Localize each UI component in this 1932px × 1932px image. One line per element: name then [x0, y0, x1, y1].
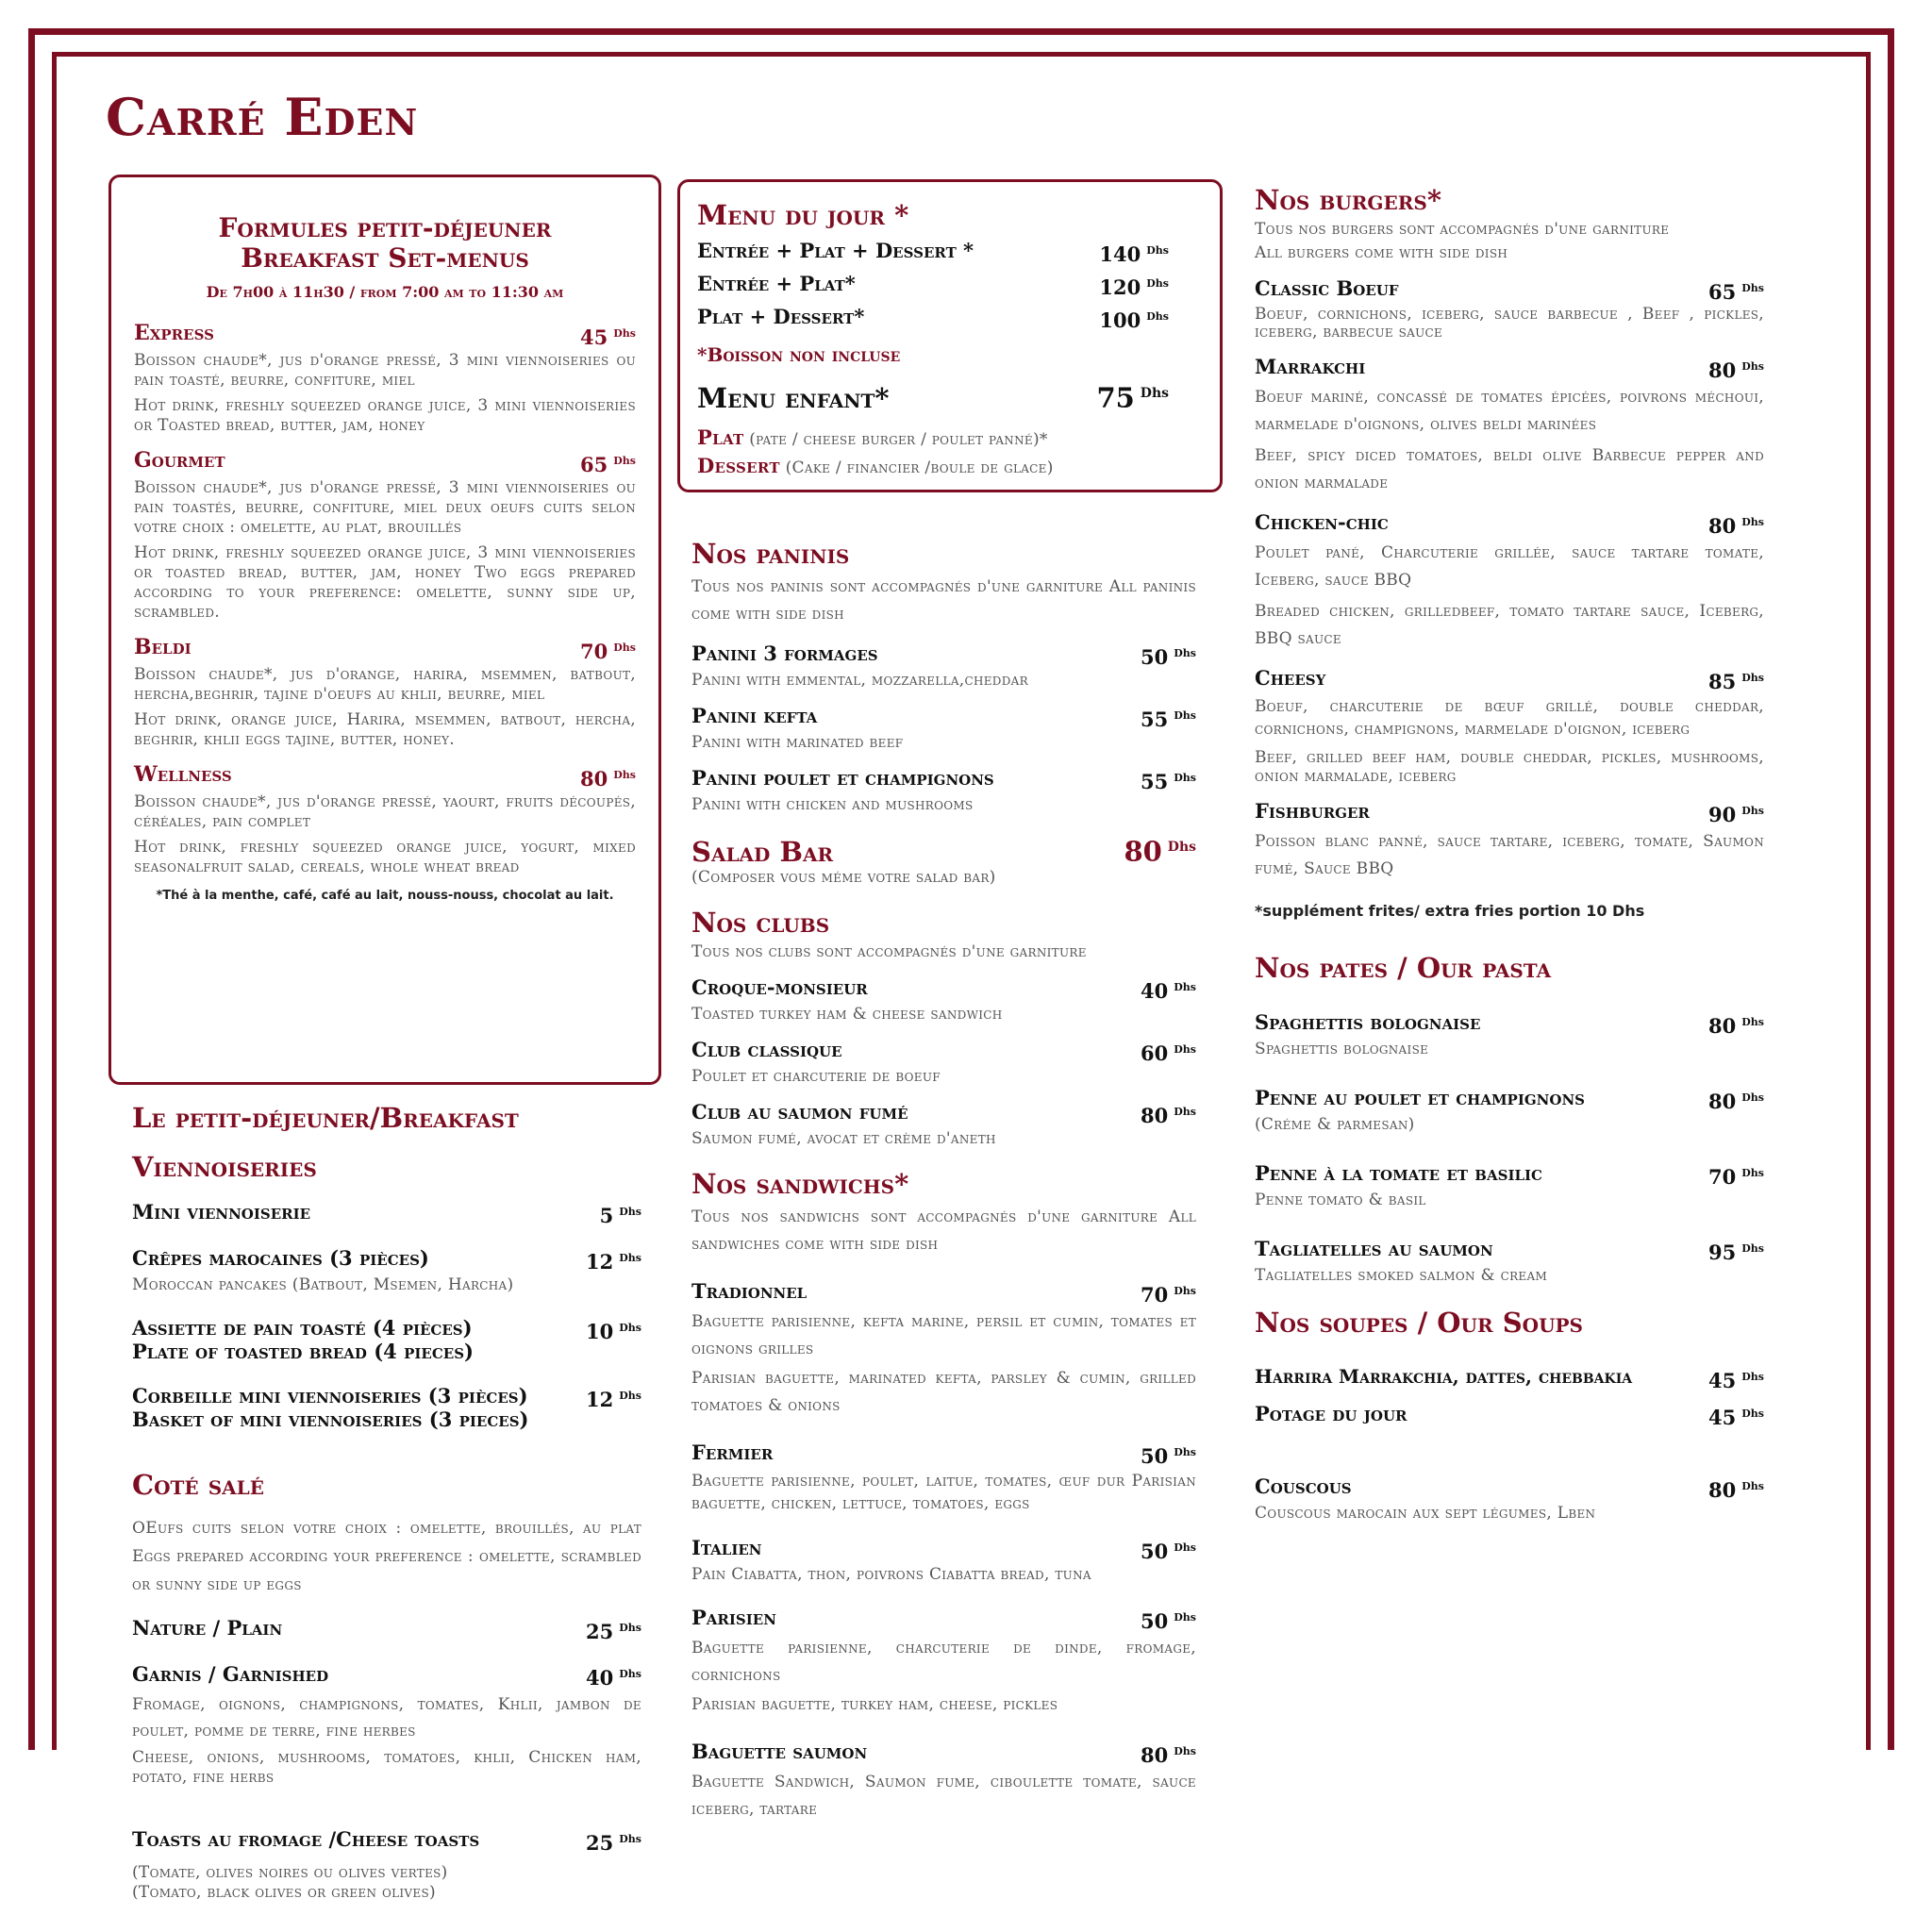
item-price: 70 $^{Dhs}$ [1141, 1283, 1196, 1307]
set-express [134, 322, 636, 436]
breakfast-column [132, 1102, 641, 1902]
menu-item [132, 1246, 641, 1295]
menu-item [691, 1038, 1196, 1087]
item-price: 55 $^{Dhs}$ [1141, 770, 1196, 793]
item-price: 65 $^{Dhs}$ [580, 453, 636, 476]
item-desc: Boeuf, cornichons, iceberg, sauce barbecue , Beef , pickles, iceberg, barbecue sauce [1255, 305, 1764, 341]
item-price: 10 $^{Dhs}$ [586, 1320, 641, 1343]
item-desc-en: Hot drink, freshly squeezed orange juice, 3 mini viennoiseries or Toasted bread, butter, jam, honey [134, 396, 636, 435]
menu-item [1255, 666, 1764, 786]
menu-item [691, 766, 1196, 815]
salad-bar-price: 80 $^{Dhs}$ [1124, 835, 1196, 868]
item-name: Penne au poulet et champignons [1255, 1086, 1585, 1109]
restaurant-title: Carré Eden [106, 87, 419, 147]
menu-item [691, 1536, 1196, 1585]
item-desc: Baguette parisienne, poulet, laitue, tomates, œuf dur Parisian baguette, chicken, lettuce, tomatoes, eggs [691, 1472, 1196, 1513]
item-desc: Penne tomato & basil [1255, 1191, 1426, 1209]
menu-item [1255, 1237, 1764, 1286]
item-name: Crêpes marocaines (3 pièces) [132, 1246, 429, 1270]
item-desc: Panini with emmental, mozzarella,cheddar [691, 671, 1028, 690]
item-desc-en: Parisian baguette, turkey ham, cheese, pickles [691, 1695, 1058, 1714]
item-name: Tradionnel [691, 1279, 808, 1303]
menu-item [691, 641, 1196, 691]
item-name: Club classique [691, 1038, 842, 1061]
item-name: Corbeille mini viennoiseries (3 pièces) Basket of mini viennoiseries (3 pieces) [132, 1384, 529, 1431]
fries-note: *supplément frites/ extra fries portion 10 Dhs [1255, 902, 1645, 920]
item-desc: Moroccan pancakes (Batbout, Msemen, Harcha) [132, 1275, 514, 1294]
item-price: 50 $^{Dhs}$ [1141, 1540, 1196, 1563]
item-price: 100 $^{Dhs}$ [1099, 308, 1169, 332]
item-desc: Poulet pané, Charcuterie grillée, sauce tartare tomate, Iceberg, sauce BBQ [1255, 543, 1764, 590]
item-name: Classic Boeuf [1255, 276, 1399, 300]
boisson-note: *Boisson non incluse [697, 343, 901, 366]
item-name: Cheesy [1255, 666, 1326, 690]
item-price: 12 $^{Dhs}$ [586, 1250, 641, 1274]
item-name: Chicken-chic [1255, 510, 1389, 534]
item-price: 80 $^{Dhs}$ [1708, 358, 1764, 382]
cote-sale-intro: OEufs cuits selon votre choix : omelette, brouillés, au plat Eggs prepared according your preference : omelette, scrambled or sunny side up eggs [132, 1519, 641, 1594]
item-price: 40 $^{Dhs}$ [1141, 979, 1196, 1003]
item-desc: Panini with marinated beef [691, 733, 904, 752]
hot-drink-note: *Thé à la menthe, café, café au lait, nouss-nouss, chocolat au lait. [156, 889, 614, 903]
item-price: 80 $^{Dhs}$ [1141, 1104, 1196, 1127]
breakfast-sets-title-fr: Formules petit-déjeuner [218, 212, 552, 243]
item-price: 70 $^{Dhs}$ [580, 640, 636, 663]
paninis-intro: Tous nos paninis sont accompagnés d'une garniture All paninis come with side dish [691, 577, 1196, 624]
item-name: Gourmet [134, 448, 225, 473]
item-price: 80 $^{Dhs}$ [1708, 1014, 1764, 1038]
breakfast-sets-box [108, 175, 661, 1085]
item-name: Entrée + Plat + Dessert * [697, 239, 974, 262]
item-name: Panini poulet et champignons [691, 766, 994, 790]
set-beldi [134, 636, 636, 750]
breakfast-sets-title-en: Breakfast Set-menus [241, 242, 529, 274]
menu-du-jour-option [697, 305, 1197, 332]
item-desc: Boeuf mariné, concassé de tomates épicées, poivrons méchoui, marmelade d'oignons, olives beldi marinées [1255, 388, 1764, 434]
item-desc: Fromage, oignons, champignons, tomates, Khlii, jambon de poulet, pomme de terre, fine herbes [132, 1695, 641, 1740]
item-name: Garnis / Garnished [132, 1662, 329, 1686]
item-desc-fr: Boisson chaude*, jus d'orange, harira, msemmen, batbout, hercha,beghrir, tajine d'oeufs au khlii, beurre, miel [134, 665, 636, 704]
menu-item [691, 1100, 1196, 1149]
item-price: 40 $^{Dhs}$ [586, 1666, 641, 1690]
pasta-title: Nos pates / Our pasta [1255, 952, 1552, 984]
item-name: Entrée + Plat* [697, 272, 856, 295]
item-name: Wellness [134, 762, 232, 787]
item-name: Panini kefta [691, 704, 818, 727]
item-desc: Poulet et charcuterie de boeuf [691, 1067, 941, 1086]
menu-item [1255, 1161, 1764, 1210]
item-desc-en: Hot drink, orange juice, Harira, msemmen, batbout, hercha, beghrir, khlii eggs tajine, butter, honey. [134, 710, 636, 749]
item-desc-en: Beef, grilled beef ham, double cheddar, pickles, mushrooms, onion marmalade, iceberg [1255, 748, 1764, 786]
item-name: Fishburger [1255, 799, 1370, 823]
breakfast-sets-list [134, 322, 636, 903]
menu-item [691, 1279, 1196, 1420]
item-price: 45 $^{Dhs}$ [580, 325, 636, 349]
burgers-column [1255, 184, 1764, 1524]
item-desc-en: Cheese, onions, mushrooms, tomatoes, khlii, Chicken ham, potato, fine herbs [132, 1748, 641, 1787]
menu-du-jour-box [677, 179, 1223, 492]
item-desc-en: Breaded chicken, grilledbeef, tomato tartare sauce, Iceberg, BBQ sauce [1255, 602, 1764, 648]
menu-item [132, 1662, 641, 1788]
item-name: Fermier [691, 1441, 774, 1464]
item-price: 80 $^{Dhs}$ [580, 767, 636, 791]
menu-item [1255, 510, 1764, 653]
item-name: Beldi [134, 635, 192, 659]
item-price: 50 $^{Dhs}$ [1141, 1609, 1196, 1633]
item-desc-fr: Boisson chaude*, jus d'orange pressé, 3 mini viennoiseries ou pain toastés, beurre, confiture, miel deux oeufs cuits selon votre choix : omelette, au plat, brouillés [134, 478, 636, 537]
item-name: Baguette saumon [691, 1740, 868, 1763]
breakfast-hours: De 7h00 à 11h30 / from 7:00 am to 11:30 am [206, 283, 564, 301]
item-name: Italien [691, 1536, 762, 1559]
item-desc-en: Beef, spicy diced tomatoes, beldi olive Barbecue pepper and onion marmalade [1255, 446, 1764, 492]
item-price: 80 $^{Dhs}$ [1141, 1743, 1196, 1767]
item-price: 50 $^{Dhs}$ [1141, 1444, 1196, 1468]
paninis-column [691, 538, 1196, 1824]
menu-enfant-title: Menu enfant* [697, 382, 890, 414]
item-name: Nature / Plain [132, 1616, 283, 1640]
menu-item [132, 1827, 641, 1902]
item-price: 95 $^{Dhs}$ [1708, 1241, 1764, 1264]
menu-item [1255, 1086, 1764, 1135]
clubs-title: Nos clubs [691, 907, 830, 939]
item-name: Potage du jour [1255, 1402, 1407, 1425]
menu-item [691, 975, 1196, 1024]
item-desc: (Tomate, olives noires ou olives vertes) [132, 1863, 448, 1882]
item-desc-en: Hot drink, freshly squeezed orange juice, yogurt, mixed seasonalfruit salad, cereals, whole wheat bread [134, 838, 636, 876]
item-price: 120 $^{Dhs}$ [1099, 275, 1169, 299]
item-desc: Toasted turkey ham & cheese sandwich [691, 1005, 1003, 1024]
item-desc: Tagliatelles smoked salmon & cream [1255, 1266, 1548, 1285]
item-name: Panini 3 formages [691, 641, 878, 665]
item-price: 5 $^{Dhs}$ [599, 1204, 641, 1227]
item-desc: Couscous marocain aux sept légumes, Lben [1255, 1504, 1596, 1523]
item-name: Express [134, 321, 214, 345]
item-price: 50 $^{Dhs}$ [1141, 645, 1196, 669]
salad-bar-desc: (Composer vous méme votre salad bar) [691, 868, 996, 887]
item-name: Club au saumon fumé [691, 1100, 908, 1124]
menu-item [1255, 355, 1764, 497]
menu-item [1255, 1010, 1764, 1059]
item-desc: Poisson blanc panné, sauce tartare, iceberg, tomate, Saumon fumé, Sauce BBQ [1255, 832, 1764, 878]
item-price: 90 $^{Dhs}$ [1708, 803, 1764, 826]
menu-du-jour-option [697, 239, 1197, 266]
item-desc: Baguette Sandwich, Saumon fume, ciboulette tomate, sauce iceberg, tartare [691, 1773, 1196, 1819]
item-price: 80 $^{Dhs}$ [1708, 514, 1764, 538]
menu-item [691, 1740, 1196, 1824]
menu-enfant-plat: Plat (pate / cheese burger / poulet panné)* [697, 425, 1048, 449]
menu-item [691, 1606, 1196, 1719]
item-desc: (Créme & parmesan) [1255, 1115, 1415, 1134]
item-name: Croque-monsieur [691, 975, 868, 999]
item-price: 12 $^{Dhs}$ [586, 1388, 641, 1411]
item-name: Tagliatelles au saumon [1255, 1237, 1493, 1260]
item-price: 65 $^{Dhs}$ [1708, 280, 1764, 304]
sandwichs-intro: Tous nos sandwichs sont accompagnés d'une garniture All sandwiches come with side dish [691, 1208, 1196, 1254]
viennoiseries-title: Viennoiseries [132, 1151, 317, 1183]
item-desc: Saumon fumé, avocat et crème d'aneth [691, 1129, 996, 1148]
burgers-intro: Tous nos burgers sont accompagnés d'une garniture [1255, 220, 1670, 239]
burgers-intro-en: All burgers come with side dish [1255, 243, 1508, 262]
item-desc-en: Parisian baguette, marinated kefta, parsley & cumin, grilled tomatoes & onions [691, 1369, 1196, 1415]
set-wellness [134, 763, 636, 877]
item-price: 80 $^{Dhs}$ [1708, 1478, 1764, 1502]
salad-bar [691, 836, 1196, 868]
item-desc: Baguette parisienne, charcuterie de dinde, fromage, cornichons [691, 1639, 1196, 1685]
paninis-title: Nos paninis [691, 538, 850, 570]
item-name: Marrakchi [1255, 355, 1366, 378]
item-price: 85 $^{Dhs}$ [1708, 670, 1764, 693]
item-desc-fr: Boisson chaude*, jus d'orange pressé, 3 mini viennoiseries ou pain toasté, beurre, confiture, miel [134, 351, 636, 390]
item-name: Mini viennoiserie [132, 1200, 311, 1224]
menu-item [1255, 1474, 1764, 1524]
menu-item [1255, 1365, 1764, 1392]
salad-bar-title: Salad Bar [691, 836, 834, 868]
menu-item [132, 1200, 641, 1227]
menu-item [1255, 276, 1764, 341]
breakfast-title: Le petit-déjeuner/Breakfast [132, 1102, 519, 1134]
item-desc: Pain Ciabatta, thon, poivrons Ciabatta bread, tuna [691, 1565, 1091, 1584]
menu-item [1255, 1402, 1764, 1429]
item-price: 55 $^{Dhs}$ [1141, 708, 1196, 731]
menu-item [132, 1384, 641, 1431]
item-name: Plat + Dessert* [697, 305, 865, 328]
item-name: Penne à la tomate et basilic [1255, 1161, 1542, 1185]
item-name: Parisien [691, 1606, 776, 1629]
soups-title: Nos soupes / Our Soups [1255, 1307, 1583, 1339]
sandwichs-title: Nos sandwichs* [691, 1168, 909, 1200]
item-price: 25 $^{Dhs}$ [586, 1620, 641, 1643]
item-price: 80 $^{Dhs}$ [1708, 1090, 1764, 1113]
menu-enfant-dessert: Dessert (Cake / financier /boule de glace) [697, 454, 1054, 477]
cote-sale-title: Coté salé [132, 1469, 264, 1501]
item-desc: Boeuf, charcuterie de bœuf grillé, double cheddar, cornichons, champignons, marmelade d'oignon, iceberg [1255, 697, 1764, 739]
item-price: 45 $^{Dhs}$ [1708, 1406, 1764, 1429]
item-price: 25 $^{Dhs}$ [586, 1831, 641, 1855]
menu-item [132, 1616, 641, 1643]
menu-item [691, 1441, 1196, 1515]
menu-item [132, 1316, 641, 1363]
item-name: Harrira Marrakchia, dattes, chebbakia [1255, 1365, 1633, 1388]
burgers-title: Nos burgers* [1255, 184, 1441, 216]
item-name: Assiette de pain toasté (4 pièces) Plate of toasted bread (4 pieces) [132, 1316, 474, 1363]
clubs-intro: Tous nos clubs sont accompagnés d'une garniture [691, 942, 1087, 961]
item-price: 60 $^{Dhs}$ [1141, 1041, 1196, 1065]
item-desc: Panini with chicken and mushrooms [691, 795, 974, 814]
menu-item [691, 704, 1196, 753]
item-name: Toasts au fromage /Cheese toasts [132, 1827, 480, 1851]
menu-enfant [697, 382, 1197, 414]
menu-item [1255, 799, 1764, 883]
menu-enfant-price: 75 $^{Dhs}$ [1096, 381, 1169, 414]
item-name: Couscous [1255, 1474, 1352, 1498]
item-desc: Baguette parisienne, kefta marine, persil et cumin, tomates et oignons grilles [691, 1312, 1196, 1358]
menu-du-jour-option [697, 272, 1197, 299]
set-gourmet [134, 449, 636, 623]
menu-du-jour-title: Menu du jour * [697, 199, 909, 231]
item-desc-fr: Boisson chaude*, jus d'orange pressé, yaourt, fruits découpés, céréales, pain complet [134, 792, 636, 831]
item-desc-en: Hot drink, freshly squeezed orange juice, 3 mini viennoiseries or toasted bread, butter, jam, honey Two eggs prepared according to your preference: omelette, sunny side up, scrambled. [134, 543, 636, 622]
item-desc-en: (Tomato, black olives or green olives) [132, 1883, 436, 1902]
item-price: 140 $^{Dhs}$ [1099, 242, 1169, 266]
item-price: 45 $^{Dhs}$ [1708, 1369, 1764, 1392]
item-price: 70 $^{Dhs}$ [1708, 1165, 1764, 1189]
item-name: Spaghettis bolognaise [1255, 1010, 1481, 1034]
item-desc: Spaghettis bolognaise [1255, 1040, 1429, 1058]
